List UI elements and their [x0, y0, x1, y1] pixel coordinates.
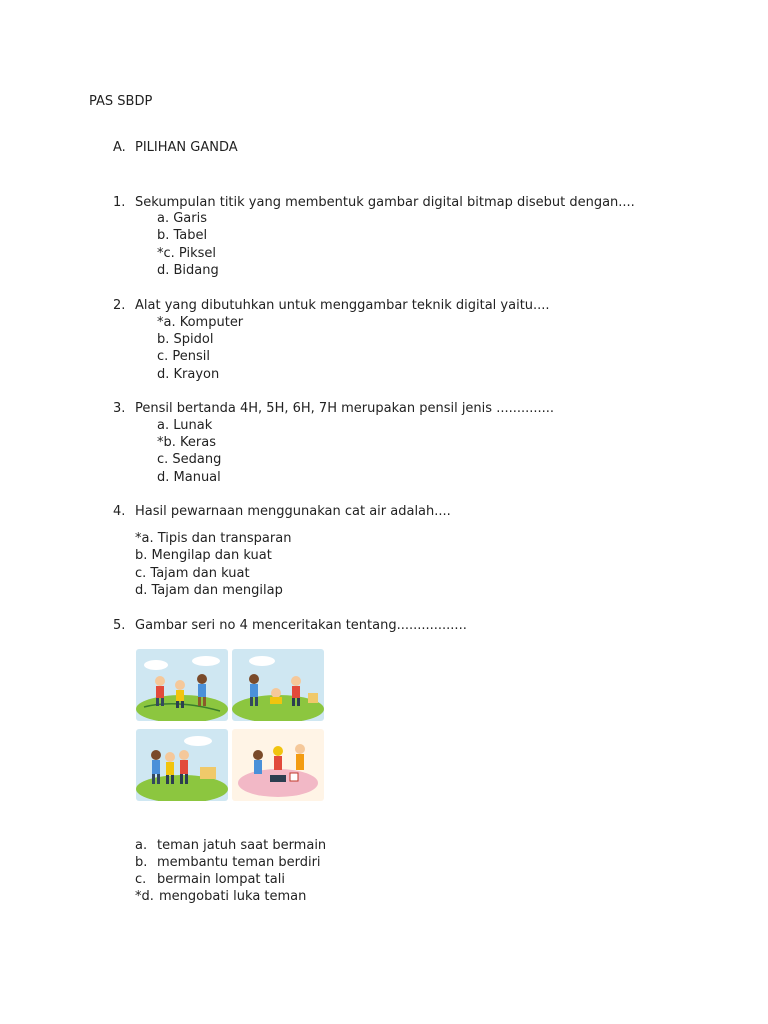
option-a: *a. Tipis dan transparan — [135, 531, 292, 546]
option-c-text: bermain lompat tali — [157, 872, 285, 887]
option-d-letter: *d. — [135, 889, 154, 904]
picture-panel-4 — [232, 729, 324, 801]
question-text: Gambar seri no 4 menceritakan tentang................. — [135, 618, 467, 633]
option-c: c. Sedang — [157, 452, 222, 467]
question-text: Pensil bertanda 4H, 5H, 6H, 7H merupakan pensil jenis .............. — [135, 401, 555, 416]
question-number: 1. — [113, 195, 126, 210]
option-d: d. Bidang — [157, 263, 219, 278]
option-a: *a. Komputer — [157, 315, 244, 330]
question-text: Alat yang dibutuhkan untuk menggambar teknik digital yaitu.... — [135, 298, 550, 313]
option-a: a. Lunak — [157, 418, 213, 433]
option-a: a. Garis — [157, 211, 208, 226]
question-text: Hasil pewarnaan menggunakan cat air adalah.... — [135, 504, 451, 519]
option-b: b. Tabel — [157, 228, 208, 243]
question-number: 3. — [113, 401, 126, 416]
option-d: d. Krayon — [157, 367, 220, 382]
option-c-letter: c. — [135, 872, 147, 887]
option-c: *c. Piksel — [157, 246, 216, 261]
option-a-text: teman jatuh saat bermain — [157, 838, 327, 853]
option-d: d. Tajam dan mengilap — [135, 583, 283, 598]
option-d: d. Manual — [157, 470, 221, 485]
section-letter: A. — [113, 140, 126, 155]
option-c: c. Tajam dan kuat — [135, 566, 250, 581]
picture-panel-2 — [232, 649, 324, 721]
document-title: PAS SBDP — [89, 94, 153, 109]
option-b: *b. Keras — [157, 435, 216, 450]
question-number: 5. — [113, 618, 126, 633]
picture-panel-1 — [136, 649, 228, 721]
question-text: Sekumpulan titik yang membentuk gambar digital bitmap disebut dengan.... — [135, 195, 635, 210]
picture-panel-3 — [136, 729, 228, 801]
option-b: b. Mengilap dan kuat — [135, 548, 272, 563]
option-b: b. Spidol — [157, 332, 214, 347]
option-c: c. Pensil — [157, 349, 211, 364]
option-b-letter: b. — [135, 855, 148, 870]
section-title: PILIHAN GANDA — [135, 140, 238, 155]
option-d-text: mengobati luka teman — [159, 889, 307, 904]
option-a-letter: a. — [135, 838, 148, 853]
question-number: 2. — [113, 298, 126, 313]
option-b-text: membantu teman berdiri — [157, 855, 321, 870]
question-number: 4. — [113, 504, 126, 519]
